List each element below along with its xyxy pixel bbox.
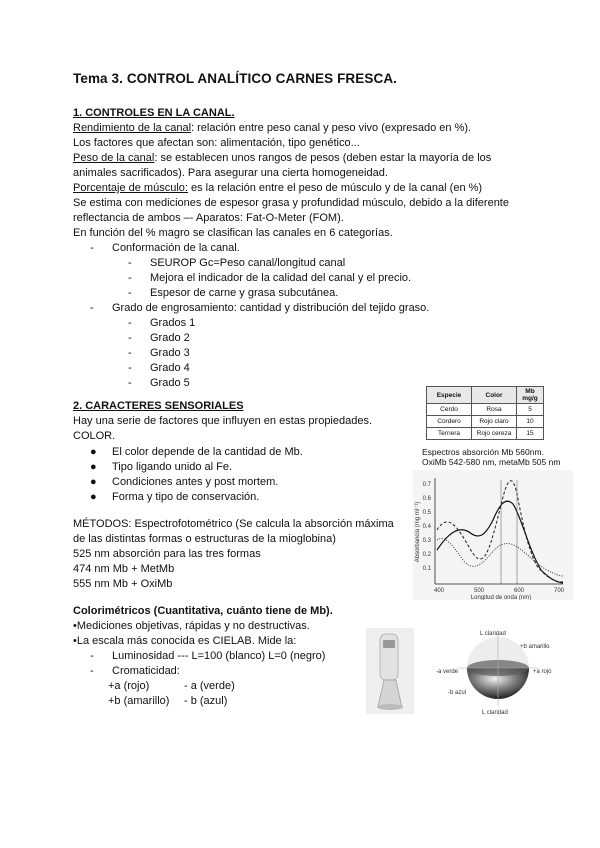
y-tick: 0.3 [422,538,431,544]
x-tick: 400 [433,588,445,594]
grado-text: Grado 4 [150,362,190,374]
cielab-label-bottom: L claridad [482,710,508,716]
metodos-line-1: MÉTODOS: Espectrofotométrico (Se calcula la absorción máxima [73,518,394,530]
bullet-dot-icon: ● [90,446,97,458]
table-row [427,428,544,440]
peso-line-2: animales sacrificados). Para asegurar una cierta homogeneidad. [73,167,388,179]
cielab-label-b-neg: -b azul [448,690,467,696]
luminosidad-text: Luminosidad --- L=100 (blanco) L=0 (negro) [112,650,326,662]
table-header: Color [472,387,517,404]
estima-line-1: Se estima con mediciones de espesor grasa y profundidad músculo, debido a la diferente [73,197,509,209]
x-tick: 700 [553,588,565,594]
y-tick: 0.4 [422,524,431,530]
grado-item: - Grado 2 [128,332,190,344]
device-screen [383,640,395,648]
estima-line-2: reflectancia de ambos –- Aparatos: Fat-O-Meter (FOM). [73,212,344,224]
table-row [427,404,544,416]
spectrum-figure [413,470,573,600]
porcentaje-line [73,181,482,195]
color-bullet [90,460,232,474]
cielab-label-b-pos: +b amarillo [520,644,550,650]
section-1-heading: 1. CONTROLES EN LA CANAL. [73,107,235,119]
mb-table-wrap [426,386,544,440]
color-bullet-text: Condiciones antes y post mortem. [112,476,279,488]
funcion-line: En función del % magro se clasifican las canales en 6 categorías. [73,227,393,239]
conf-subitem: - Mejora el indicador de la calidad del canal y el precio. [128,272,412,284]
grado-text: Grado 2 [150,332,190,344]
conformacion-text: Conformación de la canal. [112,242,240,254]
bullet-dot-icon: ● [90,491,97,503]
colorimetricos-line-2: •La escala más conocida es CIELAB. Mide la: [73,635,297,647]
factores-line: Los factores que afectan son: alimentación, tipo genético... [73,137,360,149]
grado-text: Grado 5 [150,377,190,389]
grado-text: Grados 1 [150,317,196,329]
color-bullet [90,475,278,489]
nm-line-2: 474 nm Mb + MetMb [73,563,175,575]
engrasamiento-text: Grado de engrosamiento: cantidad y distribución del tejido graso. [112,302,430,314]
porcentaje-label: Porcentaje de músculo: [73,182,188,194]
cielab-diagram [432,626,564,716]
rendimiento-line [73,121,471,135]
y-tick: 0.6 [422,496,431,502]
cielab-label-a-neg: -a verde [436,669,459,675]
luminosidad-item: - Luminosidad --- L=100 (blanco) L=0 (negro) [90,650,326,662]
table-header-row [427,387,544,404]
table-cell: Cerdo [427,404,472,416]
cielab-label-top: L claridad [480,631,506,637]
color-bullet-text: Tipo ligando unido al Fe. [112,461,233,473]
table-header: Mb mg/g [517,387,544,404]
y-tick: 0.7 [422,482,431,488]
color-bullet-text: Forma y tipo de conservación. [112,491,260,503]
table-cell: 5 [517,404,544,416]
peso-label: Peso de la canal [73,152,155,164]
intro-line-2: COLOR. [73,430,116,442]
mb-table [426,386,544,440]
page-title: Tema 3. CONTROL ANALÍTICO CARNES FRESCA. [73,71,398,86]
nm-line-1: 525 nm absorción para las tres formas [73,548,261,560]
crom-a-neg: - a (verde) [184,680,235,692]
grado-item: - Grado 5 [128,377,190,389]
color-bullet [90,445,303,459]
cromaticidad-text: Cromaticidad: [112,665,180,677]
rendimiento-label: Rendimiento de la canal [73,122,192,134]
conf-subitem-text: Mejora el indicador de la calidad del canal y el precio. [150,272,412,284]
crom-b-pos: +b (amarillo) [108,695,170,707]
crom-b-neg: - b (azul) [184,695,228,707]
grado-item: - Grados 1 [128,317,196,329]
spectrum-title-2: OxiMb 542-580 nm, metaMb 505 nm [422,457,561,467]
y-tick: 0.2 [422,552,431,558]
conf-subitem: - SEUROP Gc=Peso canal/longitud canal [128,257,346,269]
grado-text: Grado 3 [150,347,190,359]
peso-text: : se establecen unos rangos de pesos (deben estar la mayoría de los [154,152,492,164]
cielab-label-a-pos: +a rojo [533,669,552,675]
conf-subitem-text: SEUROP Gc=Peso canal/longitud canal [150,257,346,269]
bullet-dot-icon: ● [90,476,97,488]
device-base [377,704,403,710]
spectrum-title-1: Espectros absorción Mb 560nm. [422,447,544,457]
table-row [427,416,544,428]
figure-background [413,470,573,600]
color-bullet [90,490,259,504]
grado-item: - Grado 3 [128,347,190,359]
color-bullet-text: El color depende de la cantidad de Mb. [112,446,303,458]
colorimetricos-line-1: •Mediciones objetivas, rápidas y no destructivas. [73,620,310,632]
table-cell: Cordero [427,416,472,428]
table-header: Especie [427,387,472,404]
cromaticidad-item: - Cromaticidad: [90,665,180,677]
intro-line-1: Hay una serie de factores que influyen en estas propiedades. [73,415,373,427]
table-cell: Rojo claro [472,416,517,428]
conformacion-item: - Conformación de la canal. [90,242,240,254]
colorimetricos-heading: Colorimétricos (Cuantitativa, cuánto tiene de Mb). [73,605,333,617]
porcentaje-text: es la relación entre el peso de músculo y de la canal (en %) [187,182,483,194]
engrasamiento-item: - Grado de engrosamiento: cantidad y distribución del tejido graso. [90,302,430,314]
section-2-heading: 2. CARACTERES SENSORIALES [73,400,244,412]
rendimiento-text: : relación entre peso canal y peso vivo (expresado en %). [191,122,472,134]
table-cell: 10 [517,416,544,428]
x-axis-label: Longitud de onda (nm) [470,595,532,600]
peso-line [73,151,491,165]
table-cell: 15 [517,428,544,440]
y-axis-label: Absorbancia (mg ml⁻¹) [415,501,421,563]
conf-subitem: - Espesor de carne y grasa subcutánea. [128,287,339,299]
bullet-dot-icon: ● [90,461,97,473]
table-cell: Rosa [472,404,517,416]
colorimeter-device-image [366,628,414,714]
x-tick: 600 [513,588,525,594]
crom-b-line [108,694,227,708]
y-tick: 0.5 [422,510,431,516]
y-tick: 0.1 [422,566,431,572]
crom-a-pos: +a (rojo) [108,680,150,692]
x-tick: 500 [473,588,485,594]
conf-subitem-text: Espesor de carne y grasa subcutánea. [150,287,339,299]
grado-item: - Grado 4 [128,362,190,374]
metodos-line-2: de las distintas formas o estructuras de la mioglobina) [73,533,336,545]
table-cell: Rojo cereza [472,428,517,440]
nm-line-3: 555 nm Mb + OxiMb [73,578,173,590]
table-cell: Ternera [427,428,472,440]
crom-a-line [108,679,235,693]
